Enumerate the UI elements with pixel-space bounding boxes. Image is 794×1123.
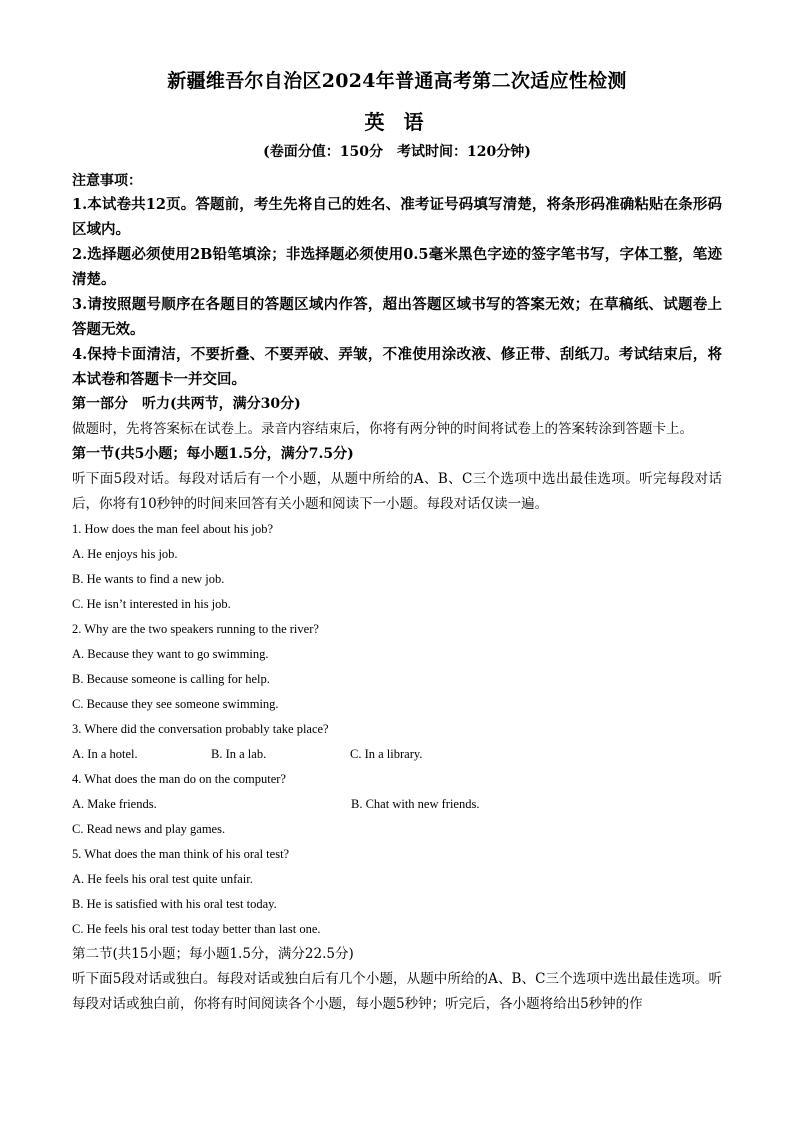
question-5-stem: 5. What does the man think of his oral test? — [72, 847, 290, 861]
question-3-option-c: C. In a library. — [350, 747, 423, 761]
exam-info: (卷面分值：150分 考试时间：120分钟) — [263, 144, 531, 160]
question-5-option-b: B. He is satisfied with his oral test today. — [72, 897, 277, 911]
question-1-option-c: C. He isn’t interested in his job. — [72, 597, 231, 611]
question-5-option-c: C. He feels his oral test today better than last one. — [72, 922, 321, 936]
question-1-option-a: A. He enjoys his job. — [72, 547, 178, 561]
question-2-stem: 2. Why are the two speakers running to the river? — [72, 622, 319, 636]
question-4-stem: 4. What does the man do on the computer? — [72, 772, 286, 786]
question-3-option-a: A. In a hotel. — [72, 747, 138, 761]
question-5-option-a: A. He feels his oral test quite unfair. — [72, 872, 253, 886]
subject-title: 英 语 — [364, 110, 430, 134]
section1-heading: 第一节(共5小题；每小题1.5分，满分7.5分) — [72, 446, 354, 462]
question-4-option-c: C. Read news and play games. — [72, 822, 226, 836]
notice-item-3: 3.请按照题号顺序在各题目的答题区域内作答，超出答题区域书写的答案无效；在草稿纸、试题卷上答题无效。 — [72, 296, 722, 338]
section2-heading: 第二节(共15小题；每小题1.5分，满分22.5分) — [72, 946, 354, 962]
question-1-stem: 1. How does the man feel about his job? — [72, 522, 273, 536]
notice-item-4: 4.保持卡面清洁，不要折叠、不要弄破、弄皱，不准使用涂改液、修正带、刮纸刀。考试结束后，将本试卷和答题卡一并交回。 — [72, 346, 722, 388]
question-2-option-b: B. Because someone is calling for help. — [72, 672, 270, 686]
question-4-option-a: A. Make friends. — [72, 797, 157, 811]
question-3-options — [72, 742, 722, 767]
notice-heading: 注意事项： — [72, 173, 142, 189]
exam-title: 新疆维吾尔自治区2024年普通高考第二次适应性检测 — [167, 70, 627, 92]
section2-instruction: 听下面5段对话或独白。每段对话或独白后有几个小题，从题中所给的A、B、C三个选项中选出最佳选项。听每段对话或独白前，你将有时间阅读各个小题，每小题5秒钟；听完后，各小题将给出5秒钟的作 — [72, 971, 722, 1012]
question-2-option-a: A. Because they want to go swimming. — [72, 647, 269, 661]
notice-item-1: 1.本试卷共12页。答题前，考生先将自己的姓名、准考证号码填写清楚，将条形码准确粘贴在条形码区域内。 — [72, 196, 722, 238]
question-2-option-c: C. Because they see someone swimming. — [72, 697, 279, 711]
question-4-options — [72, 792, 722, 817]
question-3-option-b: B. In a lab. — [211, 747, 267, 761]
section1-instruction: 听下面5段对话。每段对话后有一个小题，从题中所给的A、B、C三个选项中选出最佳选项。听完每段对话后，你将有10秒钟的时间来回答有关小题和阅读下一小题。每段对话仅读一遍。 — [72, 471, 722, 512]
part1-heading: 第一部分 听力(共两节，满分30分) — [72, 396, 301, 412]
question-4-option-b: B. Chat with new friends. — [351, 797, 480, 811]
question-1-option-b: B. He wants to find a new job. — [72, 572, 225, 586]
notice-item-2: 2.选择题必须使用2B铅笔填涂；非选择题必须使用0.5毫米黑色字迹的签字笔书写，字体工整，笔迹清楚。 — [72, 246, 722, 288]
part1-instruction: 做题时，先将答案标在试卷上。录音内容结束后，你将有两分钟的时间将试卷上的答案转涂到答题卡上。 — [72, 421, 693, 437]
question-3-stem: 3. Where did the conversation probably take place? — [72, 722, 329, 736]
